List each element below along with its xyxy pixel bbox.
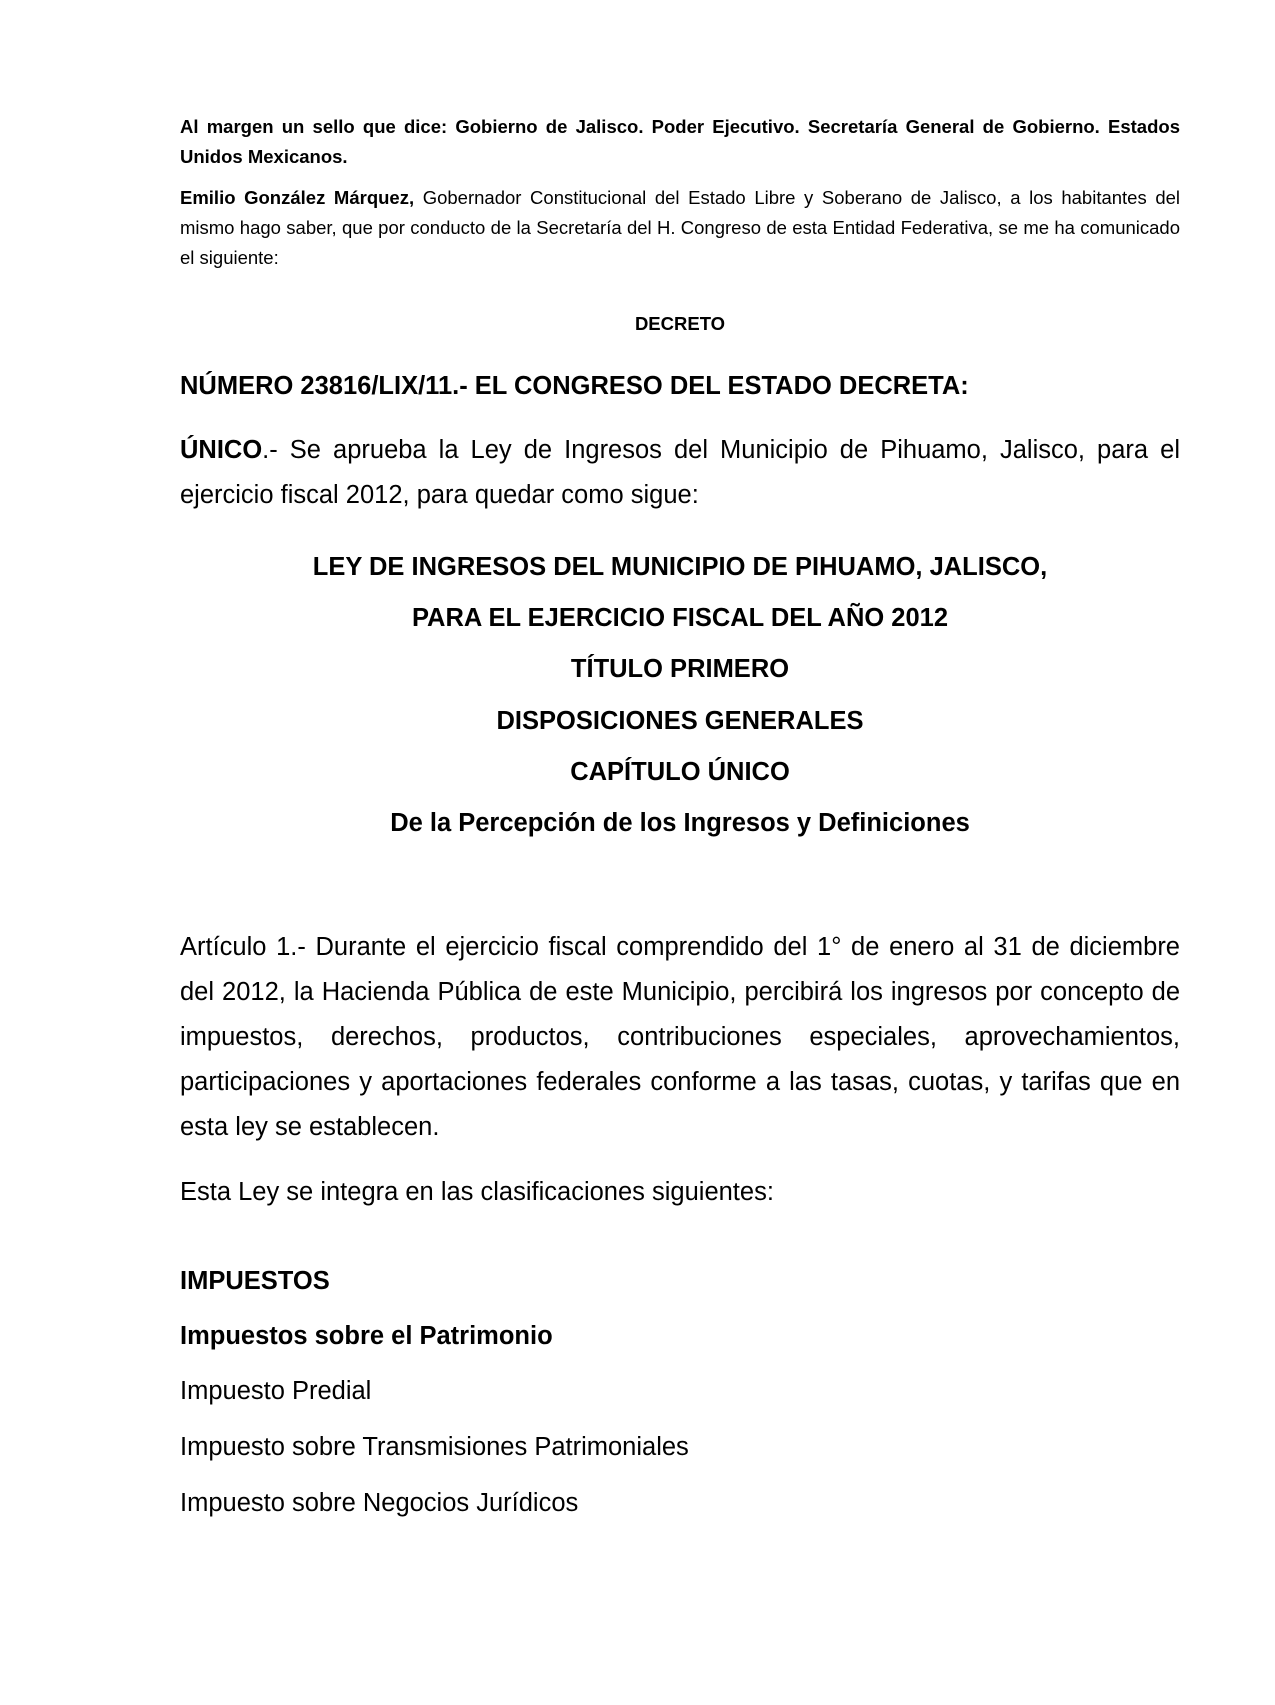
unico-text: .- Se aprueba la Ley de Ingresos del Municipio de Pihuamo, Jalisco, para el ejercicio fiscal 2012, para quedar como sigue: <box>180 436 1180 509</box>
classification-intro: Esta Ley se integra en las clasificaciones siguientes: <box>180 1178 774 1206</box>
seal-note: Al margen un sello que dice: Gobierno de Jalisco. Poder Ejecutivo. Secretaría General de Gobierno. Estados Unidos Mexicanos. <box>180 116 1180 167</box>
section-heading: IMPUESTOS <box>180 1267 330 1295</box>
article-1: Artículo 1.- Durante el ejercicio fiscal comprendido del 1° de enero al 31 de diciembre del 2012, la Hacienda Pública de este Municipio, percibirá los ingresos por concepto de impuestos, derechos, productos, contribuciones especiales, aprovechamientos, participaciones y aportaciones federales conforme a las tasas, cuotas, y tarifas que en esta ley se establecen. <box>180 933 1180 1141</box>
law-title-line2: PARA EL EJERCICIO FISCAL DEL AÑO 2012 <box>411 604 949 632</box>
unico-label: ÚNICO <box>180 436 263 464</box>
decree-label: DECRETO <box>634 313 726 334</box>
list-item: Impuesto sobre Negocios Jurídicos <box>180 1489 579 1517</box>
intro-text: Gobernador Constitucional del Estado Libre y Soberano de Jalisco, a los habitantes del mismo hago saber, que por conducto de la Secretaría del H. Congreso de esta Entidad Federativa, se me ha comunicado el siguiente: <box>180 187 1181 268</box>
list-item: Impuesto Predial <box>180 1377 372 1405</box>
title-subheading: DISPOSICIONES GENERALES <box>496 707 864 735</box>
intro-paragraph <box>180 183 1180 273</box>
decree-number: NÚMERO 23816/LIX/11.- EL CONGRESO DEL ESTADO DECRETA: <box>180 372 969 400</box>
chapter-heading: CAPÍTULO ÚNICO <box>570 758 790 786</box>
unico-paragraph <box>180 428 1180 518</box>
law-title-line1: LEY DE INGRESOS DEL MUNICIPIO DE PIHUAMO, JALISCO, <box>312 553 1048 581</box>
subsection-heading: Impuestos sobre el Patrimonio <box>180 1322 553 1350</box>
list-item: Impuesto sobre Transmisiones Patrimoniales <box>180 1433 689 1461</box>
chapter-subheading: De la Percepción de los Ingresos y Definiciones <box>390 809 970 837</box>
title-heading: TÍTULO PRIMERO <box>570 655 790 683</box>
governor-name: Emilio González Márquez, <box>180 187 415 208</box>
